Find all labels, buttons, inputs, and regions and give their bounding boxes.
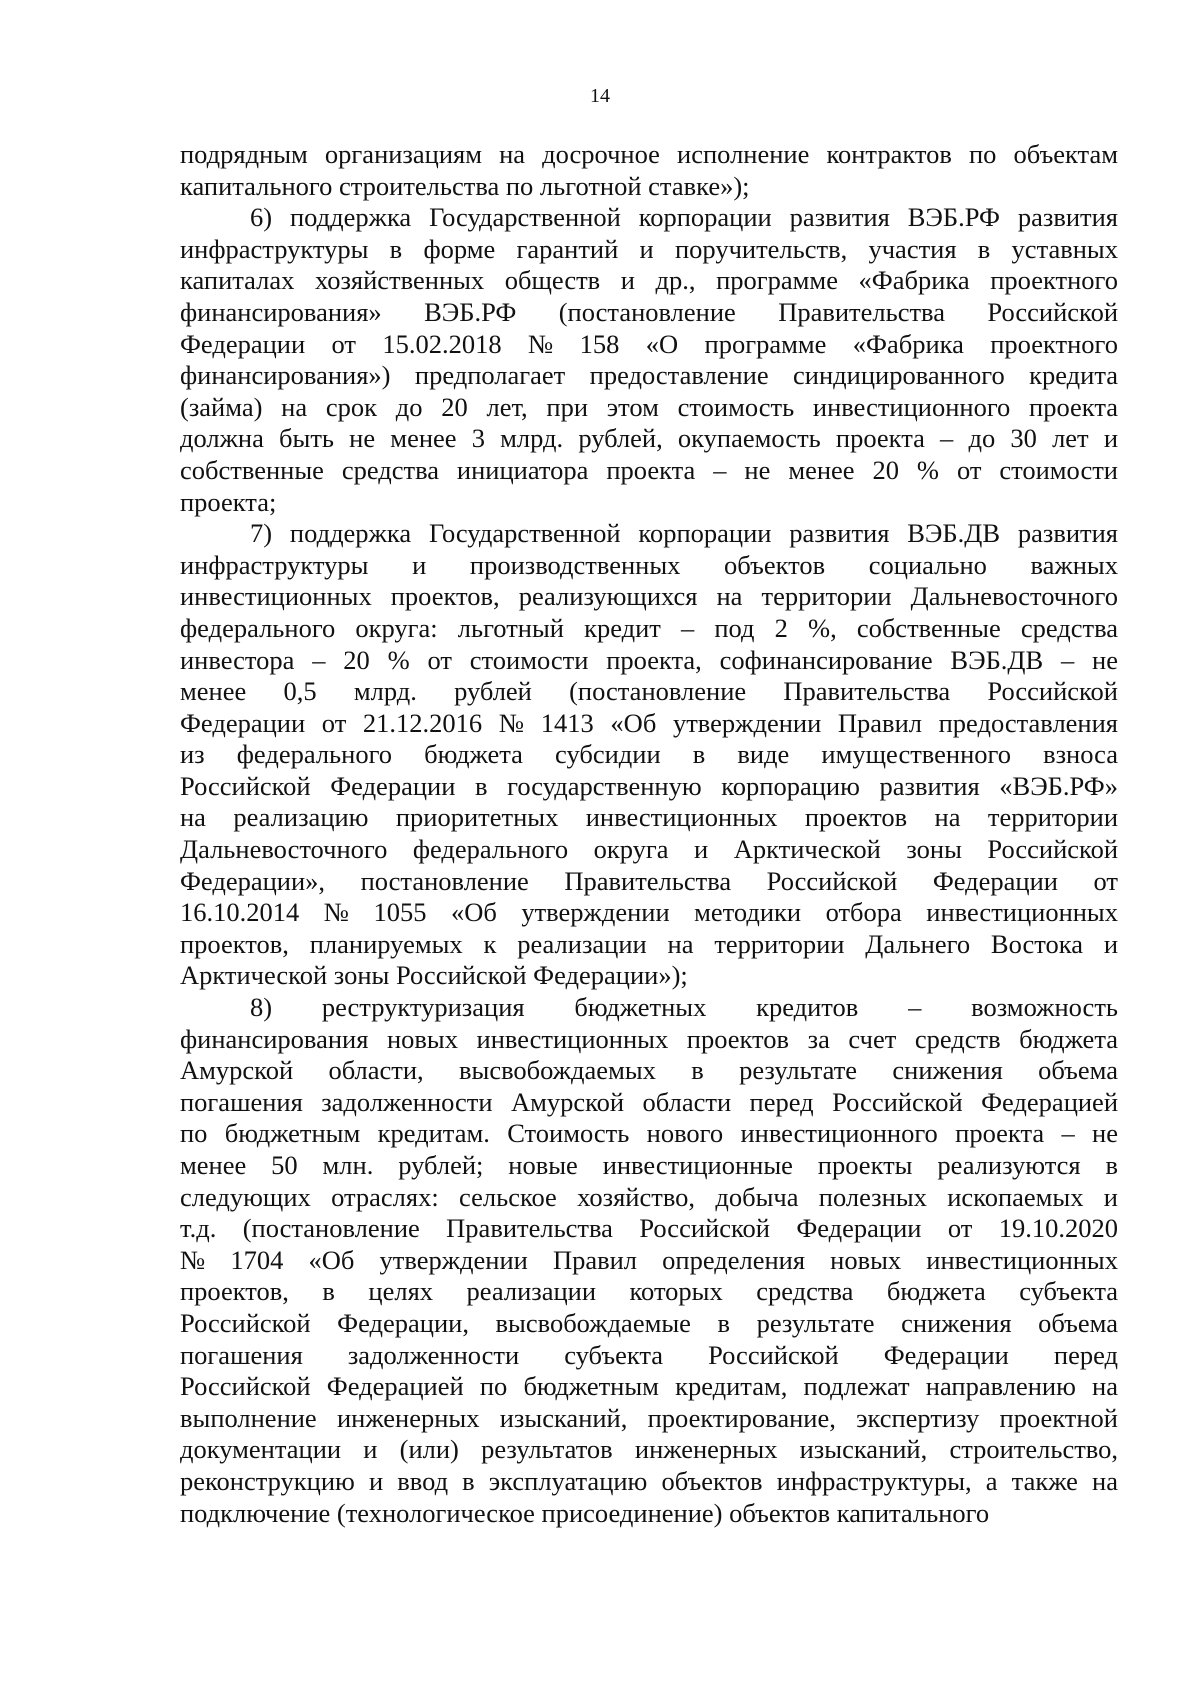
text-line: (займа) на срок до 20 лет, при этом стоимость инвестиционного проекта — [180, 391, 1118, 422]
text-line: менее 50 млн. рублей; новые инвестиционные проекты реализуются в — [180, 1150, 1118, 1180]
text-line: погашения задолженности Амурской области перед Российской Федерацией — [180, 1086, 1118, 1117]
text-line: выполнение инженерных изысканий, проектирование, экспертизу проектной — [180, 1402, 1118, 1433]
text-line: Федерации от 21.12.2016 № 1413 «Об утверждении Правил предоставления — [180, 707, 1118, 738]
text-line: финансирования новых инвестиционных проектов за счет средств бюджета — [180, 1023, 1118, 1054]
text-line: № 1704 «Об утверждении Правил определения новых инвестиционных — [180, 1244, 1118, 1275]
text-line: по бюджетным кредитам. Стоимость нового инвестиционного проекта – не — [180, 1118, 1118, 1149]
text-line: 16.10.2014 № 1055 «Об утверждении методики отбора инвестиционных — [180, 897, 1118, 928]
text-line: подрядным организациям на досрочное исполнение контрактов по объектам — [180, 139, 1118, 169]
text-line: 8) реструктуризация бюджетных кредитов – возможность — [250, 992, 1118, 1023]
paragraph-continuation — [180, 139, 1118, 202]
text-line: следующих отраслях: сельское хозяйство, добыча полезных ископаемых и — [180, 1181, 1118, 1212]
text-line: проекта; — [180, 486, 277, 517]
text-line: Федерации от 15.02.2018 № 158 «О программе «Фабрика проектного — [180, 328, 1118, 359]
text-line: инфраструктуры и производственных объектов социально важных — [180, 549, 1118, 580]
document-body — [180, 139, 1118, 1529]
text-line: реконструкцию и ввод в эксплуатацию объектов инфраструктуры, а также на — [180, 1465, 1118, 1496]
text-line: федерального округа: льготный кредит – под 2 %, собственные средства — [180, 612, 1118, 643]
paragraph-item-8 — [180, 992, 1118, 1529]
text-line: подключение (технологическое присоединение) объектов капитального — [180, 1497, 990, 1528]
text-line: Амурской области, высвобождаемых в результате снижения объема — [180, 1055, 1118, 1086]
text-line: Арктической зоны Российской Федерации»); — [180, 960, 688, 991]
text-line: на реализацию приоритетных инвестиционных проектов на территории — [180, 802, 1118, 833]
paragraph-item-7 — [180, 518, 1118, 992]
text-line: должна быть не менее 3 млрд. рублей, окупаемость проекта – до 30 лет и — [180, 423, 1118, 454]
text-line: капитального строительства по льготной ставке»); — [180, 170, 750, 201]
page-number: 14 — [590, 85, 610, 107]
text-line: из федерального бюджета субсидии в виде имущественного взноса — [180, 739, 1118, 770]
text-line: финансирования» ВЭБ.РФ (постановление Правительства Российской — [180, 296, 1118, 327]
text-line: финансирования») предполагает предоставление синдицированного кредита — [180, 360, 1118, 391]
text-line: проектов, планируемых к реализации на территории Дальнего Востока и — [180, 928, 1118, 959]
text-line: Федерации», постановление Правительства Российской Федерации от — [180, 865, 1118, 896]
text-line: т.д. (постановление Правительства Российской Федерации от 19.10.2020 — [180, 1213, 1118, 1244]
text-line: Российской Федерации в государственную корпорацию развития «ВЭБ.РФ» — [180, 770, 1118, 801]
text-line: Дальневосточного федерального округа и Арктической зоны Российской — [180, 834, 1118, 865]
paragraph-item-6 — [180, 202, 1118, 518]
text-line: инвестиционных проектов, реализующихся на территории Дальневосточного — [180, 581, 1118, 612]
text-line: капиталах хозяйственных обществ и др., программе «Фабрика проектного — [180, 265, 1118, 296]
text-line: менее 0,5 млрд. рублей (постановление Правительства Российской — [180, 676, 1118, 707]
text-line: собственные средства инициатора проекта – не менее 20 % от стоимости — [180, 454, 1118, 485]
text-line: Российской Федерацией по бюджетным кредитам, подлежат направлению на — [180, 1371, 1118, 1402]
text-line: 7) поддержка Государственной корпорации развития ВЭБ.ДВ развития — [250, 518, 1118, 549]
text-line: проектов, в целях реализации которых средства бюджета субъекта — [180, 1276, 1118, 1307]
text-line: инфраструктуры в форме гарантий и поручительств, участия в уставных — [180, 233, 1118, 264]
text-line: документации и (или) результатов инженерных изысканий, строительство, — [180, 1434, 1118, 1465]
text-line: Российской Федерации, высвобождаемые в результате снижения объема — [180, 1307, 1118, 1338]
text-line: 6) поддержка Государственной корпорации развития ВЭБ.РФ развития — [250, 202, 1118, 233]
text-line: погашения задолженности субъекта Российской Федерации перед — [180, 1339, 1118, 1370]
text-line: инвестора – 20 % от стоимости проекта, софинансирование ВЭБ.ДВ – не — [180, 644, 1118, 675]
